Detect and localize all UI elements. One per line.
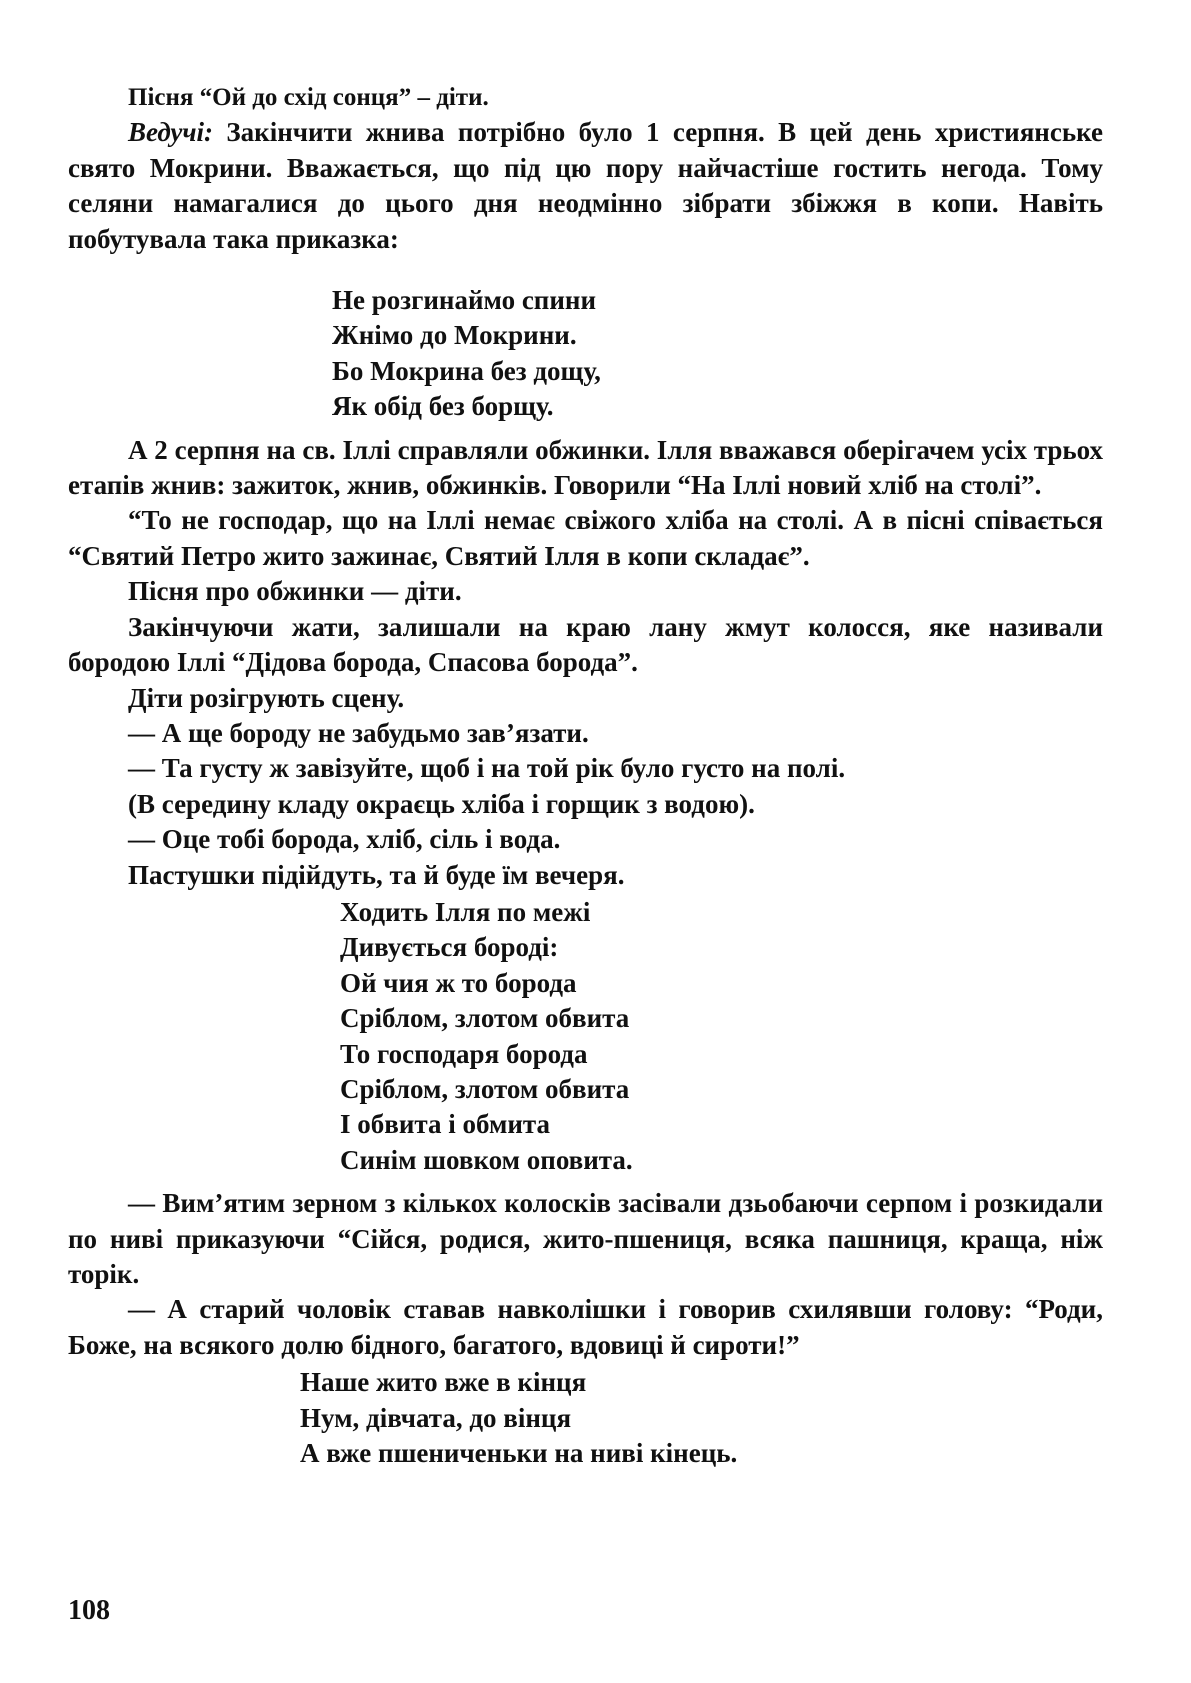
poem-mokryna xyxy=(68,283,1103,425)
poem-line: Дивується бороді: xyxy=(340,932,559,963)
page-text xyxy=(68,80,1103,1479)
poem-line: Бо Мокрина без дощу, xyxy=(332,355,601,386)
dialogue-line: — А ще бороду не забудьмо зав’язати. xyxy=(128,717,589,748)
poem-line: Нум, дівчата, до вінця xyxy=(300,1402,572,1433)
page-number: 108 xyxy=(68,1595,110,1626)
poem-line: Ходить Ілля по межі xyxy=(340,896,591,927)
host-paragraph xyxy=(68,115,1103,257)
poem-line: Ой чия ж то борода xyxy=(340,967,577,998)
poem-line: То господаря борода xyxy=(340,1038,588,1069)
poem-line: Жнімо до Мокрини. xyxy=(332,320,577,351)
poem-line: А вже пшениченьки на ниві кінець. xyxy=(300,1438,738,1469)
paragraph: Пісня про обжинки — діти. xyxy=(128,576,462,607)
paragraph: “То не господар, що на Іллі немає свіжого хліба на столі. А в пісні співається “Святий Петро жито зажинає, Святий Ілля в копи складає”. xyxy=(68,505,1103,571)
poem-illia xyxy=(68,895,1103,1178)
paragraph: Діти розігрують сцену. xyxy=(128,682,405,713)
host-label: Ведучі: xyxy=(128,117,214,148)
paragraph: — Вим’ятим зерном з кількох колосків засівали дзьобаючи серпом і розкидали по ниві приказуючи “Сійся, родися, жито-пшениця, всяка пашниця, краща, ніж торік. xyxy=(68,1188,1103,1289)
paragraph: А 2 серпня на св. Іллі справляли обжинки. Ілля вважався оберігачем усіх трьох етапів жнив: зажиток, жнив, обжинків. Говорили “На Іллі новий хліб на столі”. xyxy=(68,434,1103,501)
poem-line: Як обід без борщу. xyxy=(332,391,554,422)
poem-line: І обвита і обмита xyxy=(340,1109,550,1140)
paragraph: Закінчуючи жати, залишали на краю лану жмут колосся, яке називали бородою Іллі “Дідова борода, Спасова борода”. xyxy=(68,611,1103,678)
poem-line: Синім шовком оповита. xyxy=(340,1144,633,1175)
poem-line: Не розгинаймо спини xyxy=(332,285,597,316)
poem-line: Наше жито вже в кінця xyxy=(300,1367,587,1398)
song-title: Пісня “Ой до схід сонця” – діти. xyxy=(128,84,489,111)
poem-line: Сріблом, злотом обвита xyxy=(340,1003,630,1034)
paragraph: Пастушки підійдуть, та й буде їм вечеря. xyxy=(128,859,625,890)
poem-line: Сріблом, злотом обвита xyxy=(340,1073,630,1104)
poem-zhyto xyxy=(68,1365,1103,1471)
dialogue-line: — Та густу ж завізуйте, щоб і на той рік було густо на полі. xyxy=(128,753,846,784)
dialogue-line: — Оце тобі борода, хліб, сіль і вода. xyxy=(128,824,561,855)
paragraph: — А старий чоловік ставав навколішки і говорив схилявши голову: “Роди, Боже, на всякого долю бідного, багатого, вдовиці й сироти!” xyxy=(68,1294,1103,1360)
stage-direction: (В середину кладу окраєць хліба і горщик з водою). xyxy=(128,788,755,819)
host-text: Закінчити жнива потрібно було 1 серпня. В цей день християнське свято Мокрини. Вважається, що під цю пору найчастіше гостить негода. Тому селяни намагалися до цього дня неодмінно зібрати збіжжя в копи. Навіть побутувала така приказка: xyxy=(68,117,1103,254)
